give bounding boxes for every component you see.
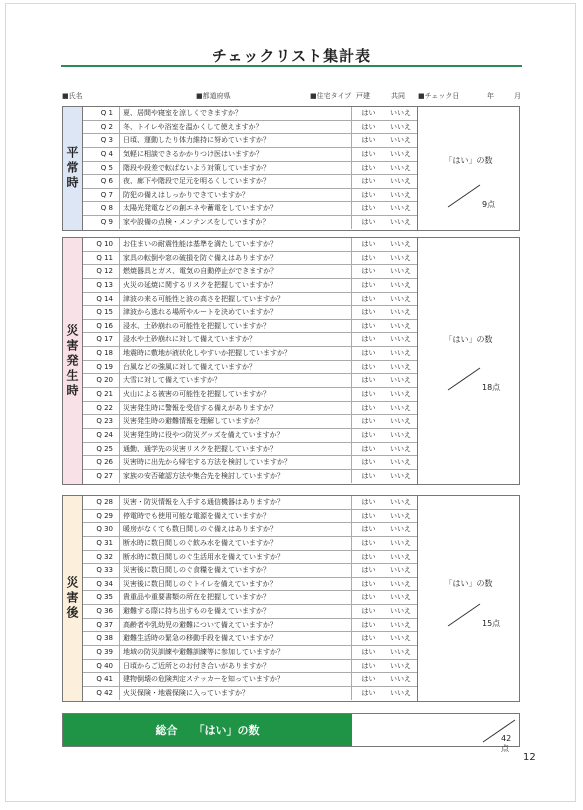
- answer-no[interactable]: いいえ: [390, 661, 411, 670]
- answer-no[interactable]: いいえ: [390, 566, 411, 575]
- question-row: [83, 202, 417, 216]
- answer-no[interactable]: いいえ: [390, 430, 411, 439]
- answer-yes[interactable]: はい: [351, 605, 385, 618]
- question-number: Q 19: [96, 362, 113, 371]
- answer-no[interactable]: いいえ: [390, 109, 411, 117]
- question-text: 津波の来る可能性と波の高さを把握していますか？: [119, 293, 351, 306]
- question-number: Q 17: [96, 335, 113, 344]
- question-row: [83, 107, 417, 121]
- question-number: Q 7: [100, 190, 113, 199]
- answer-yes[interactable]: はい: [351, 402, 385, 415]
- answer-yes[interactable]: はい: [351, 578, 385, 591]
- answer-no[interactable]: いいえ: [390, 458, 411, 467]
- question-row: [83, 347, 417, 361]
- question-row: [83, 619, 417, 633]
- question-number: Q 13: [96, 280, 113, 289]
- question-row: [83, 660, 417, 674]
- question-number: Q 3: [100, 136, 113, 145]
- question-text: 日頃、運動したり体力維持に努めていますか？: [119, 134, 351, 147]
- question-row: [83, 388, 417, 402]
- answer-yes[interactable]: はい: [351, 443, 385, 456]
- question-row: [83, 361, 417, 375]
- answer-no[interactable]: いいえ: [390, 362, 411, 371]
- question-number: Q 15: [96, 308, 113, 317]
- question-row: [83, 293, 417, 307]
- question-text: 断水時に数日間しのぐ飲み水を備えていますか？: [119, 537, 351, 550]
- question-row: [83, 510, 417, 524]
- question-number: Q 33: [96, 566, 113, 575]
- question-text: 災害後に数日間しのぐ食糧を備えていますか？: [119, 564, 351, 577]
- answer-yes[interactable]: はい: [351, 134, 385, 147]
- answer-yes[interactable]: はい: [351, 175, 385, 188]
- question-number: Q 21: [96, 390, 113, 399]
- question-text: 地域の防災訓練や避難訓練等に参加していますか？: [119, 646, 351, 659]
- question-number: Q 29: [96, 511, 113, 520]
- house-option-detached: 戸建: [356, 92, 370, 100]
- answer-no[interactable]: いいえ: [390, 579, 411, 588]
- answer-yes[interactable]: はい: [351, 361, 385, 374]
- section-1: [62, 106, 520, 231]
- question-number: Q 30: [96, 525, 113, 534]
- answer-yes[interactable]: はい: [351, 660, 385, 673]
- question-number: Q 16: [96, 321, 113, 330]
- answer-no[interactable]: いいえ: [390, 390, 411, 399]
- question-row: [83, 402, 417, 416]
- question-text: 地震時に敷地が液状化しやすいか把握していますか？: [119, 347, 351, 360]
- question-number: Q 22: [96, 403, 113, 412]
- name-label: ■氏名: [62, 92, 83, 100]
- question-text: 火山による被害の可能性を把握していますか？: [119, 388, 351, 401]
- question-row: [83, 551, 417, 565]
- question-number: Q 5: [100, 163, 113, 172]
- question-text: 災害・防災情報を入手する通信機器はありますか？: [119, 496, 351, 509]
- answer-yes[interactable]: はい: [351, 279, 385, 292]
- section-title-cell: [63, 238, 83, 484]
- question-text: 台風などの強風に対して備えていますか？: [119, 361, 351, 374]
- question-text: 夜、廊下や階段で足元を明るくしていますか？: [119, 175, 351, 188]
- answer-yes[interactable]: はい: [351, 306, 385, 319]
- answer-no[interactable]: いいえ: [390, 688, 411, 697]
- score-slash: [444, 602, 484, 628]
- answer-no[interactable]: いいえ: [390, 403, 411, 412]
- section-title-cell: [63, 496, 83, 701]
- question-row: [83, 456, 417, 470]
- score-slash: [444, 183, 484, 209]
- answer-no[interactable]: いいえ: [390, 498, 411, 506]
- question-number: Q 18: [96, 349, 113, 358]
- question-row: [83, 333, 417, 347]
- page-title: チェックリスト集計表: [211, 47, 372, 65]
- question-row: [83, 632, 417, 646]
- answer-yes[interactable]: はい: [351, 202, 385, 215]
- title-underline: [61, 65, 522, 67]
- answer-yes[interactable]: はい: [351, 107, 385, 120]
- question-row: [83, 265, 417, 279]
- question-text: 通勤、通学先の災害リスクを把握していますか？: [119, 443, 351, 456]
- answer-no[interactable]: いいえ: [390, 190, 411, 199]
- house-type-label: ■住宅タイプ: [310, 92, 352, 100]
- yes-count-label: 「はい」の数: [444, 335, 493, 344]
- question-text: 火災の延焼に関するリスクを把握していますか？: [119, 279, 351, 292]
- question-text: 家族の安否確認方法や集合先を検討していますか？: [119, 470, 351, 483]
- answer-yes[interactable]: はい: [351, 238, 385, 251]
- question-text: お住まいの耐震性能は基準を満たしていますか？: [119, 238, 351, 251]
- answer-no[interactable]: いいえ: [390, 122, 411, 131]
- question-number: Q 24: [96, 430, 113, 439]
- question-number: Q 36: [96, 607, 113, 616]
- answer-yes[interactable]: はい: [351, 148, 385, 161]
- yes-count-label: 「はい」の数: [444, 579, 493, 588]
- prefecture-label: ■都道府県: [196, 92, 231, 100]
- answer-yes[interactable]: はい: [351, 687, 385, 700]
- question-text: 浸水や土砂崩れに対して備えていますか？: [119, 333, 351, 346]
- answer-yes[interactable]: はい: [351, 216, 385, 229]
- question-number: Q 35: [96, 593, 113, 602]
- question-text: 災害発生時に役やつ防災グッズを備えていますか？: [119, 429, 351, 442]
- section-title: 災害後: [65, 576, 79, 621]
- question-number: Q 6: [100, 177, 113, 186]
- question-row: [83, 320, 417, 334]
- answer-yes[interactable]: はい: [351, 510, 385, 523]
- question-row: [83, 443, 417, 457]
- question-text: 暖房がなくても数日間しのぐ備えはありますか？: [119, 523, 351, 536]
- question-row: [83, 537, 417, 551]
- score-slash: [444, 366, 484, 392]
- answer-yes[interactable]: はい: [351, 162, 385, 175]
- question-row: [83, 148, 417, 162]
- question-number: Q 4: [100, 149, 113, 158]
- answer-no[interactable]: いいえ: [390, 308, 411, 317]
- question-row: [83, 646, 417, 660]
- answer-no[interactable]: いいえ: [390, 525, 411, 534]
- answer-no[interactable]: いいえ: [390, 149, 411, 158]
- question-text: 家や設備の点検・メンテンスをしていますか？: [119, 216, 351, 229]
- answer-no[interactable]: いいえ: [390, 620, 411, 629]
- month-label: 月: [514, 92, 521, 100]
- question-number: Q 37: [96, 620, 113, 629]
- question-row: [83, 279, 417, 293]
- answer-no[interactable]: いいえ: [390, 634, 411, 643]
- answer-no[interactable]: いいえ: [390, 321, 411, 330]
- check-date-label: ■チェック日: [418, 92, 460, 100]
- answer-yes[interactable]: はい: [351, 619, 385, 632]
- answer-no[interactable]: いいえ: [390, 417, 411, 426]
- page-number: 12: [523, 752, 536, 763]
- answer-no[interactable]: いいえ: [390, 267, 411, 276]
- max-points: 18点: [482, 383, 501, 392]
- question-number: Q 11: [96, 253, 113, 262]
- answer-yes[interactable]: はい: [351, 632, 385, 645]
- question-text: 夏、居間や寝室を涼しくできますか？: [119, 107, 351, 120]
- section-title: 災害発生時: [65, 323, 79, 399]
- question-row: [83, 415, 417, 429]
- answer-no[interactable]: いいえ: [390, 240, 411, 248]
- answer-yes[interactable]: はい: [351, 374, 385, 387]
- question-number: Q 27: [96, 471, 113, 480]
- answer-yes[interactable]: はい: [351, 388, 385, 401]
- answer-yes[interactable]: はい: [351, 470, 385, 483]
- answer-yes[interactable]: はい: [351, 252, 385, 265]
- question-text: 燃焼器具とガス、電気の自動停止ができますか？: [119, 265, 351, 278]
- question-number: Q 41: [96, 675, 113, 684]
- answer-no[interactable]: いいえ: [390, 511, 411, 520]
- question-row: [83, 605, 417, 619]
- question-row: [83, 374, 417, 388]
- question-number: Q 28: [96, 498, 113, 506]
- question-row: [83, 216, 417, 230]
- question-text: 火災保険・地震保険に入っていますか？: [119, 687, 351, 700]
- total-label: 総合: [155, 724, 178, 737]
- answer-yes[interactable]: はい: [351, 591, 385, 604]
- question-number: Q 32: [96, 552, 113, 561]
- section-summary: [417, 107, 519, 230]
- answer-yes[interactable]: はい: [351, 673, 385, 686]
- total-box: [62, 713, 520, 753]
- question-row: [83, 189, 417, 203]
- question-text: 災害時に出先から帰宅する方法を検討していますか？: [119, 456, 351, 469]
- answer-no[interactable]: いいえ: [390, 349, 411, 358]
- question-row: [83, 687, 417, 701]
- total-points: 42点: [501, 734, 512, 753]
- section-summary: [417, 238, 519, 484]
- year-label: 年: [487, 92, 494, 100]
- question-number: Q 38: [96, 634, 113, 643]
- section-2: [62, 237, 520, 485]
- question-text: 停電時でも使用可能な電源を備えていますか？: [119, 510, 351, 523]
- question-number: Q 10: [96, 240, 113, 248]
- question-number: Q 20: [96, 376, 113, 385]
- answer-yes[interactable]: はい: [351, 189, 385, 202]
- answer-yes[interactable]: はい: [351, 496, 385, 509]
- max-points: 9点: [482, 200, 496, 209]
- question-text: 日頃からご近所とのお付き合いがありますか？: [119, 660, 351, 673]
- answer-no[interactable]: いいえ: [390, 607, 411, 616]
- question-row: [83, 134, 417, 148]
- question-text: 津波から逃れる場所やルートを決めていますか？: [119, 306, 351, 319]
- question-text: 避難する際に持ち出すものを備えていますか？: [119, 605, 351, 618]
- question-number: Q 23: [96, 417, 113, 426]
- answer-no[interactable]: いいえ: [390, 218, 411, 227]
- question-row: [83, 523, 417, 537]
- question-text: 避難生活時の緊急の移動手段を備えていますか？: [119, 632, 351, 645]
- question-row: [83, 564, 417, 578]
- question-number: Q 31: [96, 538, 113, 547]
- answer-no[interactable]: いいえ: [390, 675, 411, 684]
- answer-no[interactable]: いいえ: [390, 335, 411, 344]
- total-sub-label: 「はい」の数: [193, 724, 260, 737]
- answer-yes[interactable]: はい: [351, 415, 385, 428]
- answer-yes[interactable]: はい: [351, 347, 385, 360]
- question-row: [83, 496, 417, 510]
- question-number: Q 8: [100, 204, 113, 213]
- answer-yes[interactable]: はい: [351, 429, 385, 442]
- question-text: 浸水、土砂崩れの可能性を把握していますか？: [119, 320, 351, 333]
- answer-yes[interactable]: はい: [351, 646, 385, 659]
- question-text: 貴重品や重要書類の所在を把握していますか？: [119, 591, 351, 604]
- question-number: Q 40: [96, 661, 113, 670]
- question-text: 災害発生時の避難情報を理解していますか？: [119, 415, 351, 428]
- question-number: Q 25: [96, 444, 113, 453]
- question-number: Q 34: [96, 579, 113, 588]
- answer-no[interactable]: いいえ: [390, 253, 411, 262]
- question-number: Q 14: [96, 294, 113, 303]
- question-text: 大雪に対して備えていますか？: [119, 374, 351, 387]
- question-number: Q 2: [100, 122, 113, 131]
- answer-yes[interactable]: はい: [351, 523, 385, 536]
- answer-yes[interactable]: はい: [351, 293, 385, 306]
- section-summary: [417, 496, 519, 701]
- answer-no[interactable]: いいえ: [390, 538, 411, 547]
- answer-no[interactable]: いいえ: [390, 444, 411, 453]
- question-row: [83, 252, 417, 266]
- question-row: [83, 578, 417, 592]
- answer-yes[interactable]: はい: [351, 551, 385, 564]
- question-text: 災害発生時に警報を受信する備えがありますか？: [119, 402, 351, 415]
- house-option-shared: 共同: [391, 92, 405, 100]
- question-text: 階段や段差で転ばないよう対策していますか？: [119, 162, 351, 175]
- section-title: 平常時: [65, 146, 79, 191]
- answer-no[interactable]: いいえ: [390, 136, 411, 145]
- total-label-cell: [63, 714, 352, 746]
- question-text: 気軽に相談できるかかりつけ医はいますか？: [119, 148, 351, 161]
- question-text: 防犯の備えはしっかりできていますか？: [119, 189, 351, 202]
- answer-no[interactable]: いいえ: [390, 204, 411, 213]
- answer-yes[interactable]: はい: [351, 265, 385, 278]
- answer-no[interactable]: いいえ: [390, 471, 411, 480]
- answer-no[interactable]: いいえ: [390, 294, 411, 303]
- question-row: [83, 238, 417, 252]
- question-text: 断水時に数日間しのぐ生活用水を備えていますか？: [119, 551, 351, 564]
- answer-no[interactable]: いいえ: [390, 280, 411, 289]
- question-row: [83, 591, 417, 605]
- answer-yes[interactable]: はい: [351, 333, 385, 346]
- question-row: [83, 175, 417, 189]
- answer-yes[interactable]: はい: [351, 456, 385, 469]
- question-number: Q 9: [100, 218, 113, 227]
- question-row: [83, 162, 417, 176]
- yes-count-label: 「はい」の数: [444, 156, 493, 165]
- section-title-cell: [63, 107, 83, 230]
- answer-no[interactable]: いいえ: [390, 593, 411, 602]
- answer-yes[interactable]: はい: [351, 121, 385, 134]
- question-number: Q 12: [96, 267, 113, 276]
- answer-no[interactable]: いいえ: [390, 163, 411, 172]
- question-number: Q 39: [96, 648, 113, 657]
- answer-no[interactable]: いいえ: [390, 376, 411, 385]
- answer-yes[interactable]: はい: [351, 537, 385, 550]
- question-text: 太陽光発電などの創エネや蓄電をしていますか？: [119, 202, 351, 215]
- section-3: [62, 495, 520, 702]
- question-number: Q 42: [96, 688, 113, 697]
- question-number: Q 1: [100, 109, 113, 117]
- question-text: 建物倒壊の危険判定ステッカーを知っていますか？: [119, 673, 351, 686]
- answer-yes[interactable]: はい: [351, 564, 385, 577]
- question-text: 高齢者や乳幼児の避難について備えていますか？: [119, 619, 351, 632]
- answer-no[interactable]: いいえ: [390, 552, 411, 561]
- question-row: [83, 470, 417, 484]
- question-text: 冬、トイレや浴室を温かくして使えますか？: [119, 121, 351, 134]
- answer-yes[interactable]: はい: [351, 320, 385, 333]
- max-points: 15点: [482, 619, 501, 628]
- question-row: [83, 673, 417, 687]
- question-text: 災害後に数日間しのぐトイレを備えていますか？: [119, 578, 351, 591]
- question-row: [83, 306, 417, 320]
- answer-no[interactable]: いいえ: [390, 648, 411, 657]
- answer-no[interactable]: いいえ: [390, 177, 411, 186]
- question-row: [83, 121, 417, 135]
- question-row: [83, 429, 417, 443]
- question-number: Q 26: [96, 458, 113, 467]
- question-text: 家具の転倒や窓の破損を防ぐ備えはありますか？: [119, 252, 351, 265]
